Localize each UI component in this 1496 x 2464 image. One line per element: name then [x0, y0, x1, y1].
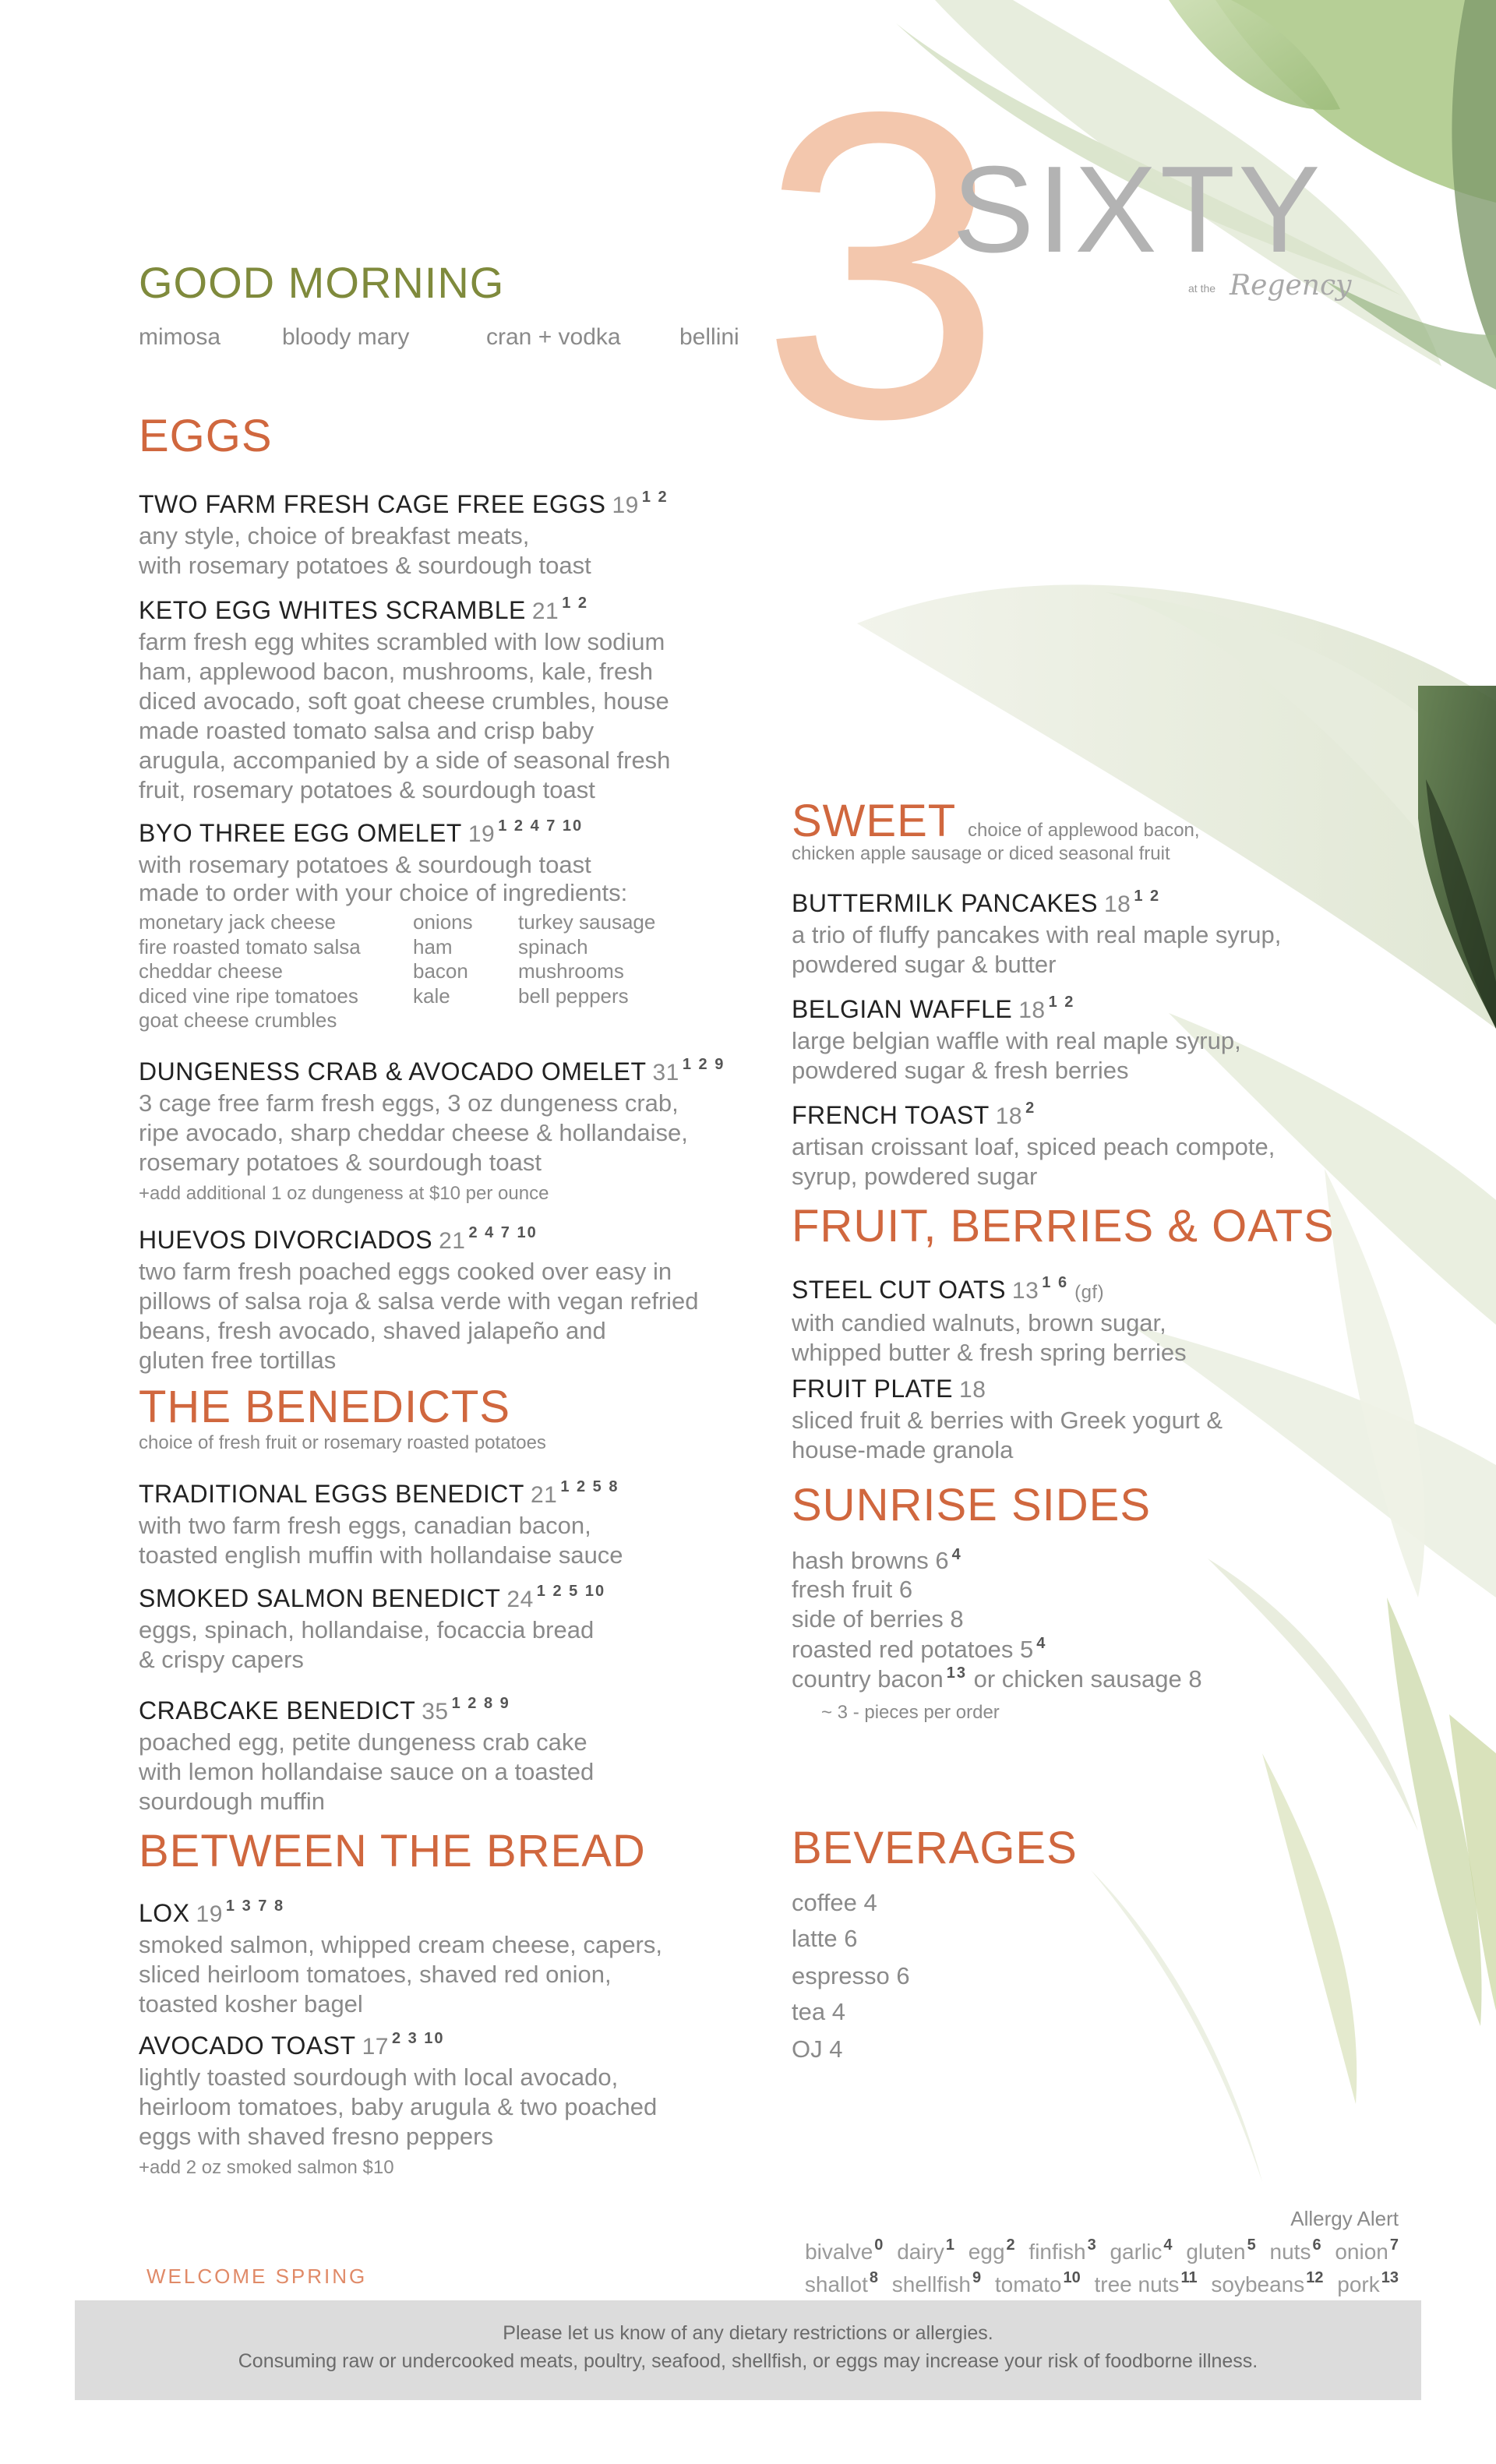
- item-desc: toasted english muffin with hollandaise sauce: [139, 1541, 623, 1569]
- item-allergens: 2: [1025, 1100, 1036, 1117]
- allergy-legend-row: shallot $^8$ shellfish $^9$ tomato $^{10}$ tree nuts $^{11}$ soybeans $^{12}$ pork $^{13}$: [804, 2269, 1399, 2296]
- item-desc: fruit, rosemary potatoes & sourdough toast: [139, 776, 595, 803]
- logo-at-the: at the: [1188, 282, 1216, 295]
- item-desc: any style, choice of breakfast meats,: [139, 522, 530, 549]
- item-desc: house-made granola: [792, 1436, 1014, 1463]
- item-price: 18: [995, 1103, 1023, 1129]
- item-desc: beans, fresh avocado, shaved jalapeño and: [139, 1317, 606, 1344]
- item-desc: sourdough muffin: [139, 1788, 325, 1815]
- item-price: 31: [652, 1060, 679, 1086]
- bread-title: BETWEEN THE BREAD: [139, 1826, 646, 1876]
- footer-line: Please let us know of any dietary restrictions or allergies.: [503, 2322, 993, 2344]
- item-price: 18: [1103, 891, 1131, 917]
- footer-line: Consuming raw or undercooked meats, poultry, seafood, shellfish, or eggs may increase your risk of foodborne illness.: [238, 2350, 1258, 2372]
- menu-item: [139, 1217, 754, 1375]
- drink-item: bellini: [679, 324, 739, 350]
- item-name: LOX: [139, 1899, 190, 1927]
- sweet-note: choice of applewood bacon,: [968, 820, 1200, 841]
- ingredient: monetary jack cheese: [139, 910, 336, 934]
- item-name: DUNGENESS CRAB & AVOCADO OMELET: [139, 1057, 647, 1086]
- item-desc: powdered sugar & butter: [792, 951, 1057, 978]
- menu-item: [139, 1471, 754, 1570]
- side-item: hash browns 6 $^4$: [792, 1546, 962, 1574]
- good-morning-title: GOOD MORNING: [139, 258, 505, 307]
- item-desc: with rosemary potatoes & sourdough toast: [139, 552, 591, 579]
- menu-item: [139, 588, 754, 805]
- item-name: CRABCAKE BENEDICT: [139, 1696, 416, 1724]
- item-desc: two farm fresh poached eggs cooked over easy in: [139, 1258, 672, 1285]
- sweet-title: SWEET: [792, 796, 957, 846]
- menu-item: [792, 1093, 1337, 1191]
- item-desc: with candied walnuts, brown sugar,: [792, 1309, 1166, 1336]
- side-item: side of berries 8: [792, 1605, 964, 1633]
- side-item: fresh fruit 6: [792, 1576, 913, 1603]
- ingredient: bell peppers: [518, 983, 629, 1008]
- beverage-item: OJ 4: [792, 2035, 843, 2063]
- item-name: BELGIAN WAFFLE: [792, 995, 1013, 1023]
- item-allergens: 2 4 7 10: [468, 1224, 538, 1241]
- item-desc: eggs, spinach, hollandaise, focaccia bread: [139, 1616, 595, 1643]
- item-price: 18: [1018, 997, 1046, 1023]
- item-desc: with two farm fresh eggs, canadian bacon,: [139, 1512, 591, 1539]
- logo-sixty: SIXTY: [952, 141, 1324, 278]
- item-allergens: 1 2: [1048, 994, 1075, 1011]
- ingredient: kale: [413, 983, 450, 1008]
- drink-item: bloody mary: [282, 324, 410, 350]
- item-price: 21: [530, 1482, 558, 1508]
- benedicts-title: THE BENEDICTS: [139, 1382, 511, 1432]
- menu-item: [139, 2023, 754, 2180]
- item-price: 19: [196, 1901, 223, 1927]
- item-desc: lightly toasted sourdough with local avocado,: [139, 2063, 619, 2091]
- menu-item: [139, 1688, 754, 1816]
- logo-regency: Regency: [1230, 270, 1352, 302]
- item-name: FRUIT PLATE: [792, 1375, 954, 1403]
- item-desc: farm fresh egg whites scrambled with low sodium: [139, 628, 665, 655]
- ingredient: spinach: [518, 934, 588, 958]
- item-allergens: 1 3 7 8: [225, 1897, 285, 1915]
- ingredients-column: [518, 910, 655, 1008]
- item-desc: smoked salmon, whipped cream cheese, capers,: [139, 1931, 662, 1958]
- item-desc: pillows of salsa roja & salsa verde with vegan refried: [139, 1287, 699, 1315]
- footer-disclaimer: [75, 2300, 1421, 2400]
- menu-item: [792, 1373, 1337, 1465]
- item-desc: with rosemary potatoes & sourdough toast: [139, 851, 591, 878]
- ingredient: bacon: [413, 959, 468, 983]
- ingredient: goat cheese crumbles: [139, 1008, 337, 1032]
- item-desc: 3 cage free farm fresh eggs, 3 oz dungeness crab,: [139, 1089, 679, 1117]
- item-name: TWO FARM FRESH CAGE FREE EGGS: [139, 490, 606, 518]
- item-desc: toasted kosher bagel: [139, 1990, 363, 2017]
- ingredient: turkey sausage: [518, 910, 656, 934]
- item-name: SMOKED SALMON BENEDICT: [139, 1584, 501, 1612]
- sweet-note: chicken apple sausage or diced seasonal fruit: [792, 843, 1170, 864]
- item-allergens: 1 2 5 10: [536, 1583, 606, 1600]
- allergy-legend-row: bivalve $^0$ dairy $^1$ egg $^2$ finfish $^3$ garlic $^4$ gluten $^5$ nuts $^6$ onion $^7$: [805, 2236, 1399, 2264]
- item-allergens: 1 2 9: [682, 1056, 725, 1073]
- beverage-item: latte 6: [792, 1925, 858, 1952]
- item-name: AVOCADO TOAST: [139, 2032, 356, 2060]
- drink-item: cran + vodka: [486, 324, 621, 350]
- item-desc: eggs with shaved fresno peppers: [139, 2123, 493, 2150]
- beverage-item: coffee 4: [792, 1889, 877, 1916]
- item-price: 21: [531, 598, 559, 624]
- allergy-title: Allergy Alert: [1290, 2207, 1399, 2230]
- benedicts-note: choice of fresh fruit or rosemary roasted potatoes: [139, 1432, 546, 1453]
- item-price: 19: [612, 492, 639, 518]
- welcome-text: WELCOME SPRING: [146, 2265, 368, 2288]
- ingredient: ham: [413, 934, 453, 958]
- item-allergens: 1 2: [1134, 888, 1161, 905]
- menu-item: [139, 482, 754, 581]
- eggs-title: EGGS: [139, 411, 273, 461]
- item-desc: arugula, accompanied by a side of seasonal fresh: [139, 747, 671, 774]
- item-desc: poached egg, petite dungeness crab cake: [139, 1728, 587, 1756]
- item-allergens: 2 3 10: [391, 2030, 445, 2047]
- item-name: TRADITIONAL EGGS BENEDICT: [139, 1480, 524, 1508]
- item-price: 13: [1011, 1278, 1039, 1304]
- beverage-item: espresso 6: [792, 1962, 910, 1989]
- item-desc: syrup, powdered sugar: [792, 1163, 1038, 1190]
- item-desc: sliced heirloom tomatoes, shaved red onion,: [139, 1961, 612, 1988]
- menu-item: [792, 1267, 1337, 1368]
- item-desc: artisan croissant loaf, spiced peach compote,: [792, 1133, 1275, 1160]
- logo-three: 3: [760, 21, 1003, 509]
- side-item: country bacon $^{13}$ or chicken sausage 8: [792, 1664, 1202, 1693]
- item-desc: large belgian waffle with real maple syrup,: [792, 1027, 1241, 1054]
- item-allergens: 1 2 5 8: [560, 1478, 619, 1495]
- item-allergens: 1 6: [1042, 1274, 1069, 1291]
- item-name: KETO EGG WHITES SCRAMBLE: [139, 596, 526, 624]
- ingredients-column: [139, 910, 361, 1033]
- item-desc: powdered sugar & fresh berries: [792, 1057, 1129, 1084]
- sides-note: ~ 3 - pieces per order: [821, 1702, 1000, 1723]
- ingredient: onions: [413, 910, 473, 934]
- item-desc: heirloom tomatoes, baby arugula & two poached: [139, 2093, 658, 2120]
- item-desc: ripe avocado, sharp cheddar cheese & hollandaise,: [139, 1119, 688, 1146]
- ingredients-column: [413, 910, 473, 1008]
- item-allergens: 1 2: [562, 595, 589, 612]
- item-desc: whipped butter & fresh spring berries: [792, 1339, 1187, 1366]
- item-addon: +add additional 1 oz dungeness at $10 per ounce: [139, 1183, 549, 1204]
- item-desc: made roasted tomato salsa and crisp baby: [139, 717, 595, 744]
- item-name: STEEL CUT OATS: [792, 1276, 1006, 1304]
- item-tag: (gf): [1074, 1282, 1105, 1303]
- item-name: HUEVOS DIVORCIADOS: [139, 1226, 433, 1254]
- item-desc: & crispy capers: [139, 1646, 304, 1673]
- item-price: 24: [506, 1587, 534, 1612]
- menu-item: [139, 1049, 754, 1206]
- item-desc: gluten free tortillas: [139, 1347, 337, 1374]
- omelet-intro: made to order with your choice of ingredients:: [139, 879, 628, 906]
- fruit-title: FRUIT, BERRIES & OATS: [792, 1201, 1335, 1251]
- ingredient: fire roasted tomato salsa: [139, 934, 361, 958]
- menu-item: [139, 1890, 754, 2019]
- item-price: 19: [468, 821, 496, 847]
- ingredient: mushrooms: [518, 959, 624, 983]
- ingredient: cheddar cheese: [139, 959, 284, 983]
- item-price: 35: [422, 1699, 449, 1724]
- item-allergens: 1 2 8 9: [451, 1695, 510, 1712]
- item-allergens: 1 2 4 7 10: [498, 817, 584, 835]
- item-name: FRENCH TOAST: [792, 1101, 990, 1129]
- menu-item: [792, 987, 1337, 1086]
- item-desc: rosemary potatoes & sourdough toast: [139, 1149, 542, 1176]
- side-item: roasted red potatoes 5 $^4$: [792, 1635, 1047, 1663]
- item-desc: sliced fruit & berries with Greek yogurt &: [792, 1407, 1223, 1434]
- menu-item: [139, 1576, 754, 1675]
- menu-item: [792, 881, 1337, 980]
- item-desc: ham, applewood bacon, mushrooms, kale, fresh: [139, 658, 653, 685]
- item-desc: with lemon hollandaise sauce on a toasted: [139, 1758, 595, 1785]
- beverages-title: BEVERAGES: [792, 1823, 1078, 1873]
- menu-item: [139, 810, 754, 880]
- item-price: 21: [439, 1228, 466, 1254]
- item-price: 18: [959, 1377, 986, 1403]
- drink-item: mimosa: [139, 324, 221, 350]
- item-desc: diced avocado, soft goat cheese crumbles, house: [139, 687, 669, 715]
- item-desc: a trio of fluffy pancakes with real maple syrup,: [792, 921, 1282, 948]
- beverage-item: tea 4: [792, 1998, 845, 2025]
- item-name: BYO THREE EGG OMELET: [139, 819, 462, 847]
- ingredient: diced vine ripe tomatoes: [139, 983, 358, 1008]
- item-addon: +add 2 oz smoked salmon $10: [139, 2157, 394, 2178]
- item-name: BUTTERMILK PANCAKES: [792, 889, 1098, 917]
- item-price: 17: [362, 2034, 389, 2060]
- item-allergens: 1 2: [641, 489, 669, 506]
- sides-title: SUNRISE SIDES: [792, 1480, 1151, 1530]
